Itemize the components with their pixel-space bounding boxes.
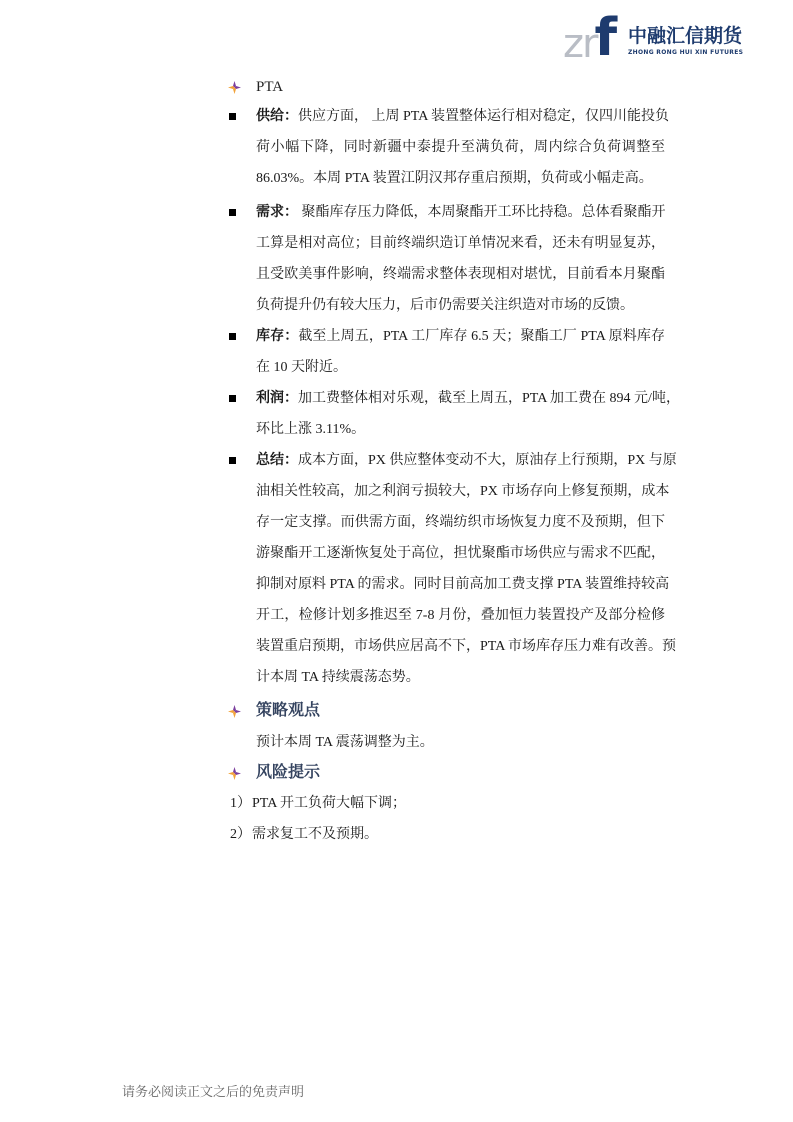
section-star-icon: [228, 705, 241, 718]
bullet-square-icon: [229, 333, 236, 340]
logo-mark-letters: zr: [563, 21, 597, 67]
section-title: 策略观点: [256, 702, 321, 719]
risk-item: [230, 819, 378, 850]
section-star-icon: [228, 767, 241, 780]
paragraph-line: 环比上涨 3.11%。: [256, 422, 366, 437]
section-title: 风险提示: [256, 764, 321, 781]
item-label: 总结：: [256, 453, 298, 468]
paragraph-line: 抑制对原料 PTA 的需求。同时目前高加工费支撑 PTA 装置维持较高: [256, 577, 670, 592]
paragraph-line: 在 10 天附近。: [256, 360, 347, 375]
line-text: 供应方面， 上周 PTA 装置整体运行相对稳定，仅四川能投负: [298, 109, 670, 124]
line-text: 加工费整体相对乐观，截至上周五，PTA 加工费在 894 元/吨，: [298, 391, 680, 406]
paragraph-line: 计本周 TA 持续震荡态势。: [256, 670, 420, 685]
bullet-item-summary: [256, 445, 677, 693]
bullet-square-icon: [229, 457, 236, 464]
paragraph-line: [256, 445, 677, 476]
company-name-cn: 中融汇信期货: [628, 25, 743, 47]
paragraph-line: 86.03%。本周 PTA 装置江阴汉邦存重启预期，负荷或小幅走高。: [256, 171, 653, 186]
paragraph-line: 游聚酯开工逐渐恢复处于高位，担忧聚酯市场供应与需求不匹配，: [256, 546, 665, 561]
item-label: 库存：: [256, 329, 299, 344]
item-label: 供给：: [256, 109, 298, 124]
paragraph-line: 荷小幅下降，同时新疆中泰提升至满负荷，周内综合负荷调整至: [256, 140, 665, 155]
paragraph-line: 存一定支撑。而供需方面，终端纺织市场恢复力度不及预期，但下: [256, 515, 665, 530]
paragraph-line: 油相关性较高，加之利润亏损较大，PX 市场存向上修复预期，成本: [256, 484, 670, 499]
logo-mark-f: f: [594, 8, 618, 68]
bullet-item-supply: [256, 101, 670, 194]
section-title: PTA: [256, 79, 284, 95]
line-text: 成本方面，PX 供应整体变动不大，原油存上行预期，PX 与原: [298, 453, 677, 468]
risk-item-text: 需求复工不及预期。: [252, 827, 378, 842]
paragraph-line: 工算是相对高位；目前终端织造订单情况来看，还未有明显复苏，: [256, 236, 665, 251]
footer-disclaimer: 请务必阅读正文之后的免责声明: [122, 1084, 305, 1099]
paragraph-line: 负荷提升仍有较大压力，后市仍需要关注织造对市场的反馈。: [256, 298, 634, 313]
risk-item-number: 2）: [230, 827, 251, 842]
bullet-item-profit: [256, 383, 680, 445]
paragraph-line: 开工，检修计划多推迟至 7-8 月份，叠加恒力装置投产及部分检修: [256, 608, 665, 623]
bullet-item-inventory: [256, 321, 665, 383]
paragraph-line: 且受欧美事件影响，终端需求整体表现相对堪忧，目前看本月聚酯: [256, 267, 665, 282]
paragraph-line: [256, 197, 665, 228]
risk-item-text: PTA 开工负荷大幅下调；: [252, 796, 407, 811]
company-name-en: ZHONG RONG HUI XIN FUTURES: [628, 49, 744, 56]
bullet-item-demand: [256, 197, 665, 321]
bullet-square-icon: [229, 113, 236, 120]
line-text: 截至上周五，PTA 工厂库存 6.5 天；聚酯工厂 PTA 原料库存: [298, 329, 666, 344]
item-label: 利润：: [256, 391, 298, 406]
bullet-square-icon: [229, 395, 236, 402]
paragraph-line: [256, 383, 680, 414]
bullet-square-icon: [229, 209, 236, 216]
item-label: 需求：: [256, 205, 298, 220]
strategy-text: 预计本周 TA 震荡调整为主。: [256, 735, 434, 750]
company-logo-mark: [563, 8, 618, 68]
section-star-icon: [228, 81, 241, 94]
paragraph-line: 装置重启预期，市场供应居高不下，PTA 市场库存压力难有改善。预: [256, 639, 677, 654]
paragraph-line: [256, 321, 665, 352]
paragraph-line: [256, 101, 670, 132]
risk-item: [230, 788, 406, 819]
risk-item-number: 1）: [230, 796, 251, 811]
line-text: 聚酯库存压力降低，本周聚酯开工环比持稳。总体看聚酯开: [298, 205, 666, 220]
